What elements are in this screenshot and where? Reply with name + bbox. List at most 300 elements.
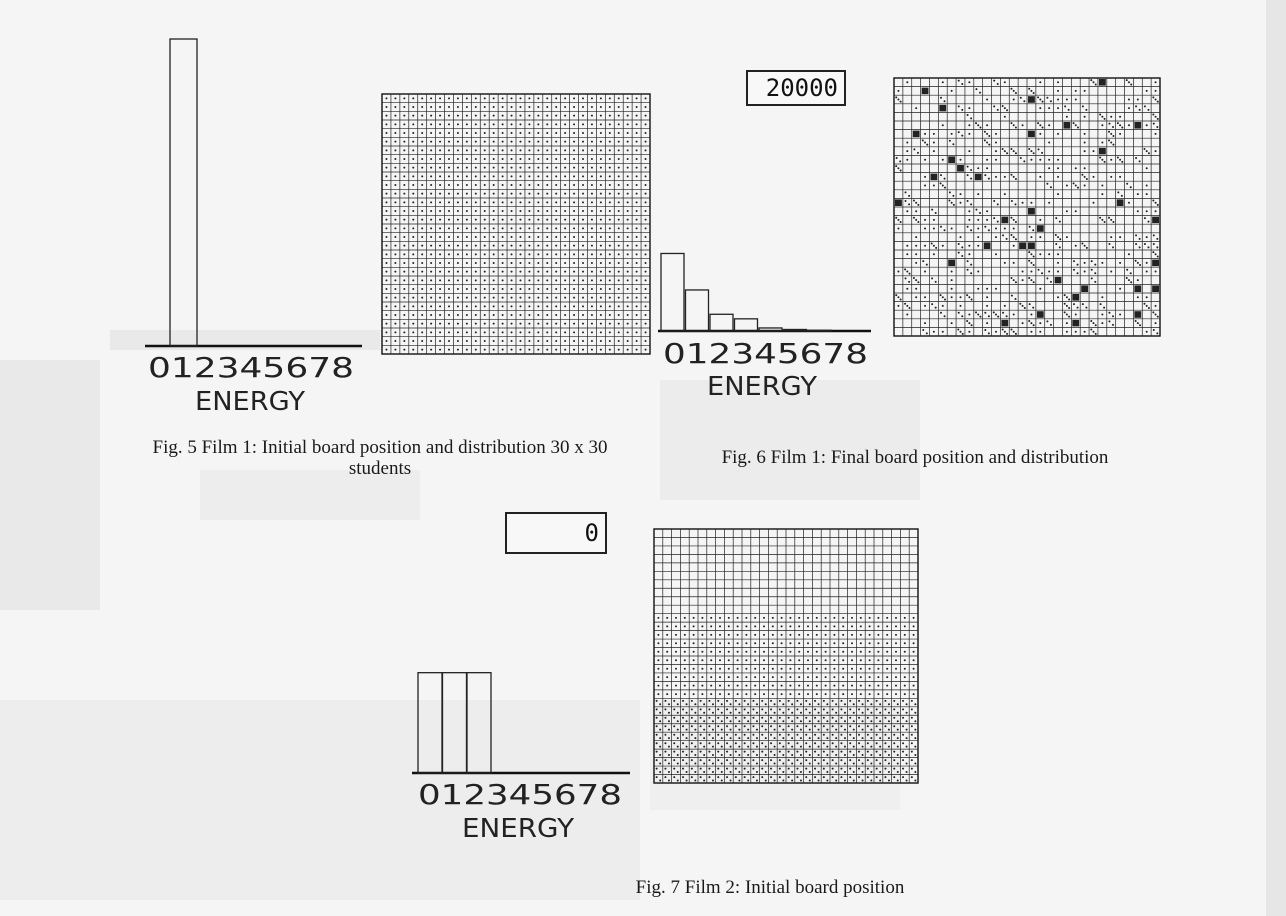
cell-mark [867, 700, 869, 702]
cell-mark [700, 734, 702, 736]
cell-mark [948, 156, 955, 163]
cell-mark [789, 693, 791, 695]
cell-mark [609, 227, 611, 229]
cell-mark [721, 754, 723, 756]
cell-mark [394, 149, 396, 151]
cell-mark [1030, 279, 1032, 281]
cell-mark [851, 634, 853, 636]
cell-mark [466, 323, 468, 325]
cell-mark [779, 717, 781, 719]
cell-mark [394, 245, 396, 247]
cell-mark [897, 228, 899, 230]
cell-mark [1110, 271, 1112, 273]
cell-mark [691, 776, 693, 778]
cell-mark [915, 262, 917, 264]
cell-mark [931, 243, 933, 245]
cell-mark [537, 331, 539, 333]
cell-mark [995, 142, 997, 144]
cell-mark [1135, 243, 1137, 245]
cell-mark [691, 700, 693, 702]
cell-mark [712, 754, 714, 756]
cell-mark [675, 668, 677, 670]
cell-mark [394, 158, 396, 160]
cell-mark [1042, 126, 1044, 128]
cell-mark [528, 271, 530, 273]
cell-mark [842, 676, 844, 678]
cell-mark [712, 763, 714, 765]
cell-mark [708, 776, 710, 778]
cell-mark [858, 742, 860, 744]
cell-mark [840, 725, 842, 727]
cell-mark [754, 651, 756, 653]
cell-mark [931, 303, 933, 305]
cell-mark [1155, 210, 1157, 212]
cell-mark [645, 279, 647, 281]
cell-mark [902, 725, 904, 727]
cell-mark [645, 175, 647, 177]
cell-mark [519, 340, 521, 342]
cell-mark [1147, 246, 1149, 248]
cell-mark [960, 193, 962, 195]
cell-mark [1121, 126, 1123, 128]
cell-mark [770, 776, 772, 778]
cell-mark [673, 742, 675, 744]
cell-mark [591, 245, 593, 247]
cell-mark [475, 149, 477, 151]
cell-mark [484, 340, 486, 342]
cell-mark [1010, 148, 1012, 150]
cell-mark [782, 754, 784, 756]
cell-mark [862, 779, 864, 781]
cell-mark [591, 331, 593, 333]
cell-mark [682, 759, 684, 761]
cell-mark [774, 763, 776, 765]
cell-mark [967, 174, 969, 176]
cell-mark [860, 634, 862, 636]
cell-mark [394, 331, 396, 333]
cell-mark [421, 106, 423, 108]
cell-mark [869, 634, 871, 636]
cell-mark [394, 349, 396, 351]
cell-mark [1066, 314, 1068, 316]
cell-mark [823, 776, 825, 778]
cell-mark [636, 219, 638, 221]
cell-mark [700, 717, 702, 719]
cell-mark [682, 725, 684, 727]
cell-mark [591, 323, 593, 325]
cell-mark [774, 779, 776, 781]
cell-mark [844, 763, 846, 765]
cell-mark [484, 227, 486, 229]
cell-mark [719, 651, 721, 653]
cell-mark [1028, 277, 1030, 279]
cell-mark [1075, 167, 1077, 169]
cell-mark [537, 193, 539, 195]
cell-mark [666, 651, 668, 653]
cell-mark [809, 779, 811, 781]
cell-mark [879, 737, 881, 739]
cell-mark [1002, 105, 1004, 107]
cell-mark [1099, 148, 1106, 155]
cell-mark [1110, 236, 1112, 238]
cell-mark [591, 141, 593, 143]
cell-mark [412, 236, 414, 238]
cell-mark [385, 349, 387, 351]
cell-mark [726, 725, 728, 727]
cell-mark [591, 201, 593, 203]
cell-mark [752, 742, 754, 744]
cell-mark [618, 288, 620, 290]
cell-mark [421, 175, 423, 177]
cell-mark [770, 751, 772, 753]
cell-mark [675, 659, 677, 661]
cell-mark [765, 763, 767, 765]
cell-mark [1015, 238, 1017, 240]
cell-mark [951, 279, 953, 281]
cell-mark [582, 253, 584, 255]
cell-mark [600, 201, 602, 203]
cell-mark [582, 349, 584, 351]
cell-mark [618, 97, 620, 99]
cell-mark [800, 737, 802, 739]
cell-mark [911, 734, 913, 736]
cell-mark [703, 737, 705, 739]
cell-mark [761, 768, 763, 770]
cell-mark [1030, 90, 1032, 92]
cell-mark [693, 676, 695, 678]
cell-mark [691, 759, 693, 761]
cell-mark [645, 340, 647, 342]
cell-mark [1013, 99, 1015, 101]
cell-mark [851, 642, 853, 644]
cell-mark [798, 625, 800, 627]
cell-mark [772, 685, 774, 687]
cell-mark [656, 776, 658, 778]
cell-mark [1137, 279, 1139, 281]
cell-mark [609, 201, 611, 203]
cell-mark [1072, 320, 1079, 327]
cell-mark [511, 297, 513, 299]
cell-mark [466, 288, 468, 290]
cell-mark [835, 703, 837, 705]
cell-mark [1126, 183, 1128, 185]
cell-mark [862, 712, 864, 714]
cell-mark [466, 193, 468, 195]
cell-mark [511, 349, 513, 351]
cell-mark [528, 158, 530, 160]
cell-mark [421, 271, 423, 273]
cell-mark [926, 332, 928, 334]
cell-mark [867, 742, 869, 744]
cell-mark [832, 700, 834, 702]
cell-mark [457, 158, 459, 160]
cell-mark [502, 297, 504, 299]
cell-mark [645, 158, 647, 160]
cell-mark [1068, 307, 1070, 309]
cell-mark [1028, 131, 1035, 138]
cell-mark [1101, 116, 1103, 118]
histogram-bar [661, 253, 684, 331]
cell-mark [493, 245, 495, 247]
cell-mark [756, 763, 758, 765]
cell-mark [636, 331, 638, 333]
cell-mark [618, 184, 620, 186]
fig5-board-grid [382, 94, 650, 354]
cell-mark [700, 700, 702, 702]
cell-mark [893, 742, 895, 744]
cell-mark [1075, 245, 1077, 247]
cell-mark [832, 725, 834, 727]
cell-mark [788, 734, 790, 736]
cell-mark [439, 340, 441, 342]
cell-mark [430, 106, 432, 108]
cell-mark [977, 236, 979, 238]
cell-mark [933, 133, 935, 135]
cell-mark [591, 175, 593, 177]
cell-mark [710, 617, 712, 619]
cell-mark [600, 149, 602, 151]
cell-mark [686, 754, 688, 756]
cell-mark [448, 297, 450, 299]
cell-mark [475, 167, 477, 169]
cell-mark [958, 80, 960, 82]
cell-mark [860, 668, 862, 670]
cell-mark [475, 219, 477, 221]
cell-mark [394, 210, 396, 212]
cell-mark [984, 131, 986, 133]
cell-mark [430, 288, 432, 290]
cell-mark [385, 227, 387, 229]
cell-mark [636, 271, 638, 273]
cell-mark [591, 210, 593, 212]
cell-mark [636, 227, 638, 229]
cell-mark [421, 97, 423, 99]
cell-mark [1143, 303, 1145, 305]
cell-mark [995, 133, 997, 135]
cell-mark [475, 245, 477, 247]
cell-mark [942, 159, 944, 161]
cell-mark [564, 340, 566, 342]
cell-mark [728, 625, 730, 627]
cell-mark [897, 703, 899, 705]
fig7-energy-axis-label: ENERGY [462, 814, 575, 844]
cell-mark [591, 349, 593, 351]
cell-mark [591, 158, 593, 160]
cell-mark [555, 236, 557, 238]
cell-mark [933, 185, 935, 187]
cell-mark [823, 734, 825, 736]
cell-mark [906, 150, 908, 152]
cell-mark [484, 297, 486, 299]
cell-mark [816, 693, 818, 695]
cell-mark [833, 617, 835, 619]
cell-mark [1068, 298, 1070, 300]
cell-mark [1030, 253, 1032, 255]
cell-mark [412, 297, 414, 299]
cell-mark [1121, 195, 1123, 197]
cell-mark [886, 617, 888, 619]
cell-mark [877, 685, 879, 687]
cell-mark [721, 703, 723, 705]
cell-mark [1015, 178, 1017, 180]
cell-mark [537, 227, 539, 229]
cell-mark [1157, 255, 1159, 257]
cell-mark [484, 210, 486, 212]
cell-mark [582, 106, 584, 108]
cell-mark [1093, 322, 1095, 324]
cell-mark [439, 245, 441, 247]
cell-mark [1147, 221, 1149, 223]
cell-mark [664, 776, 666, 778]
cell-mark [835, 754, 837, 756]
cell-mark [835, 729, 837, 731]
cell-mark [1013, 279, 1015, 281]
cell-mark [591, 132, 593, 134]
cell-mark [851, 651, 853, 653]
cell-mark [700, 751, 702, 753]
cell-mark [493, 201, 495, 203]
cell-mark [886, 625, 888, 627]
cell-mark [385, 219, 387, 221]
cell-mark [1128, 202, 1130, 204]
cell-mark [721, 746, 723, 748]
cell-mark [636, 253, 638, 255]
cell-mark [394, 106, 396, 108]
cell-mark [666, 625, 668, 627]
cell-mark [1084, 90, 1086, 92]
cell-mark [546, 349, 548, 351]
cell-mark [682, 708, 684, 710]
cell-mark [951, 228, 953, 230]
cell-mark [900, 169, 902, 171]
cell-mark [904, 693, 906, 695]
cell-mark [403, 297, 405, 299]
cell-mark [712, 720, 714, 722]
cell-mark [645, 271, 647, 273]
cell-mark [924, 322, 926, 324]
cell-mark [385, 123, 387, 125]
cell-mark [546, 115, 548, 117]
cell-mark [728, 642, 730, 644]
cell-mark [394, 236, 396, 238]
cell-mark [493, 305, 495, 307]
cell-mark [1137, 262, 1139, 264]
cell-mark [737, 617, 739, 619]
cell-mark [893, 725, 895, 727]
cell-mark [911, 700, 913, 702]
cell-mark [853, 746, 855, 748]
cell-mark [738, 771, 740, 773]
cell-mark [421, 115, 423, 117]
cell-mark [1157, 101, 1159, 103]
cell-mark [924, 133, 926, 135]
cell-mark [627, 271, 629, 273]
cell-mark [958, 252, 960, 254]
cell-mark [421, 149, 423, 151]
cell-mark [835, 720, 837, 722]
cell-mark [511, 115, 513, 117]
cell-mark [886, 642, 888, 644]
cell-mark [832, 742, 834, 744]
cell-mark [403, 175, 405, 177]
cell-mark [809, 771, 811, 773]
cell-mark [546, 314, 548, 316]
cell-mark [1126, 277, 1128, 279]
cell-mark [876, 742, 878, 744]
cell-mark [816, 668, 818, 670]
cell-mark [564, 279, 566, 281]
cell-mark [798, 668, 800, 670]
cell-mark [842, 634, 844, 636]
cell-mark [555, 193, 557, 195]
cell-mark [984, 174, 986, 176]
cell-mark [457, 297, 459, 299]
cell-mark [761, 725, 763, 727]
cell-mark [1101, 314, 1103, 316]
cell-mark [673, 734, 675, 736]
cell-mark [636, 349, 638, 351]
cell-mark [448, 305, 450, 307]
cell-mark [421, 331, 423, 333]
cell-mark [659, 720, 661, 722]
cell-mark [618, 245, 620, 247]
cell-mark [849, 700, 851, 702]
cell-mark [682, 734, 684, 736]
cell-mark [564, 115, 566, 117]
cell-mark [984, 139, 986, 141]
cell-mark [573, 97, 575, 99]
cell-mark [870, 720, 872, 722]
cell-mark [1157, 204, 1159, 206]
cell-mark [1101, 142, 1103, 144]
cell-mark [1006, 109, 1008, 111]
cell-mark [684, 651, 686, 653]
cell-mark [774, 737, 776, 739]
cell-mark [591, 297, 593, 299]
cell-mark [686, 779, 688, 781]
cell-mark [782, 779, 784, 781]
cell-mark [1128, 99, 1130, 101]
cell-mark [957, 165, 964, 172]
cell-mark [1028, 320, 1030, 322]
cell-mark [840, 751, 842, 753]
cell-mark [842, 642, 844, 644]
cell-mark [958, 105, 960, 107]
cell-mark [869, 625, 871, 627]
cell-mark [439, 97, 441, 99]
cell-mark [833, 651, 835, 653]
cell-mark [1014, 298, 1016, 300]
cell-mark [977, 314, 979, 316]
cell-mark [1039, 99, 1041, 101]
cell-mark [430, 149, 432, 151]
cell-mark [675, 676, 677, 678]
cell-mark [591, 288, 593, 290]
fig5-energy-histogram [140, 30, 380, 417]
cell-mark [582, 288, 584, 290]
cell-mark [421, 236, 423, 238]
cell-mark [719, 634, 721, 636]
cell-mark [1057, 176, 1059, 178]
cell-mark [519, 245, 521, 247]
cell-mark [774, 729, 776, 731]
cell-mark [412, 184, 414, 186]
cell-mark [879, 779, 881, 781]
cell-mark [763, 651, 765, 653]
cell-mark [645, 219, 647, 221]
cell-mark [1084, 176, 1086, 178]
cell-mark [754, 693, 756, 695]
